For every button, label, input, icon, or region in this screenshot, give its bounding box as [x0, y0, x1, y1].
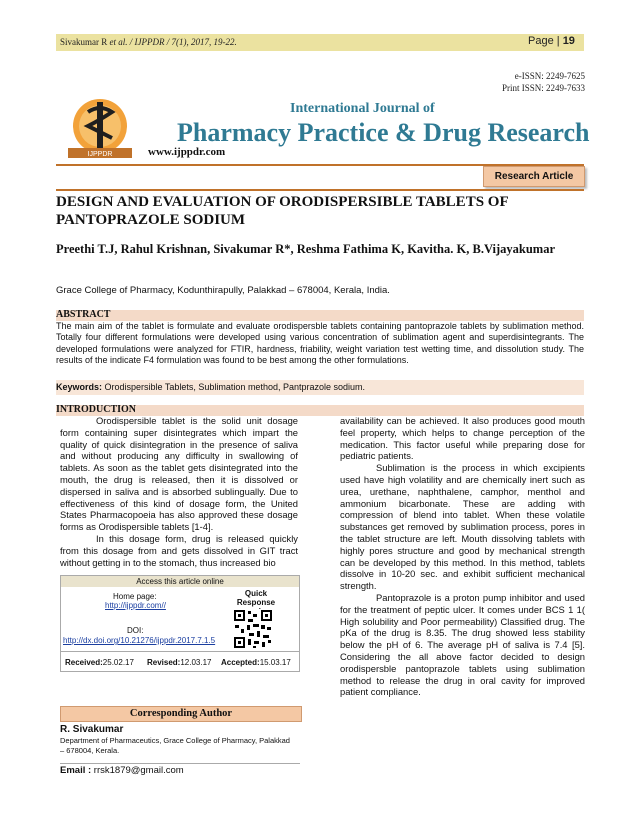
article-title: DESIGN AND EVALUATION OF ORODISPERSIBLE TABLETS OF PANTOPRAZOLE SODIUM [56, 194, 509, 228]
e-issn: e-ISSN: 2249-7625 [514, 71, 585, 81]
article-type-badge: Research Article [483, 166, 585, 187]
doi-label: DOI: [127, 626, 144, 635]
abstract-heading: ABSTRACT [56, 309, 111, 320]
corresponding-heading: Corresponding Author [60, 706, 302, 722]
home-page-link[interactable]: http://ijppdr.com// [105, 601, 166, 610]
accepted-date: Accepted:15.03.17 [221, 658, 291, 667]
qr-code-icon[interactable] [233, 609, 273, 649]
issn-block [502, 70, 585, 94]
running-header-citation: Sivakumar R et al. / IJPPDR / 7(1), 2017, 19-22. [60, 37, 237, 47]
journal-name-prefix: International Journal of [290, 101, 435, 116]
abstract-bar [56, 310, 584, 321]
corresponding-email[interactable]: Email : rrsk1879@gmail.com [60, 765, 184, 776]
qr-label: Quick Response [236, 589, 276, 607]
authors: Preethi T.J, Rahul Krishnan, Sivakumar R*, Reshma Fathima K, Kavitha. K, B.Vijayakumar [56, 242, 556, 256]
print-issn: Print ISSN: 2249-7633 [501, 83, 585, 93]
revised-date: Revised:12.03.17 [147, 658, 212, 667]
corresponding-author-box [60, 706, 300, 776]
abstract-text: The main aim of the tablet is formulate and evaluate orodispersble tablets containing pantoprazole tablets by sublimation method. Totally four different formulations were developed using various concentration of sublimation agent and superdisintegrants. The developed formulations were analyzed for FTIR, hardness, friability, weight variation test wetting time, and dissolution study. The results of the indicate F4 formulation was found to be best among the other formulations. [56, 321, 584, 365]
keywords: Keywords: Orodispersible Tablets, Sublimation method, Pantprazole sodium. [56, 380, 584, 395]
journal-name: Pharmacy Practice & Drug Research [177, 118, 590, 147]
doi-link[interactable]: http://dx.doi.org/10.21276/ijppdr.2017.7.1.5 [63, 636, 216, 645]
corresponding-divider [60, 763, 300, 764]
intro-heading: INTRODUCTION [56, 404, 137, 415]
access-online-box [60, 575, 300, 672]
intro-left-column: Orodispersible tablet is the solid unit dosage form containing super disintegrates which impart the quality of quick disintegration in the presence of saliva and without producing any difficulty in swallowing of tablets. As soon as the tablet gets disintegrated into the mouth, the drug is released, then it is dissolved or dispersed in saliva and is absorbed sublingually. Due to effectiveness of this kind of dosage form, the United States Pharmacopoeia has also approved these dosage forms as Orodispersible tablets [1-4]. In this dosage form, drug is released quickly from this dosage from and gets dissolved in GIT tract without getting in to the stomach, thus increased bio [60, 415, 298, 568]
corresponding-name: R. Sivakumar [60, 724, 124, 735]
page-number: Page | 19 [528, 35, 575, 47]
intro-right-column: availability can be achieved. It also produces good mouth feel property, which helps to change perception of the medication. This factor useful while preparing dose for pediatric patients. Sublimation is the process in which excipients used have high volatility and are chemically inert such as urea, urethane, naphthalene, camphor, menthol and ammonium bicarbonate. These are adding with compression of blend into tablet. When these volatile substances get removed by sublimation process, pores in the tablet structure are left. Mouth dissolving tablets with highly pores structure and good by mechanical strength can be developed by this method. In this method, tablets dissolve in 10-20 sec. and exhibit sufficient mechanical strength. Pantoprazole is a proton pump inhibitor and used for the treatment of peptic ulcer. It comes under BCS 1 1( High solubility and Poor permeability) Classified drug. The pKa of the drug is 8.35. The drug showed less stability below the pH of 6. The average pH of saliva is 7.4 [5]. Considering the all above factor decided to design orodispersble pantoprazole tablets using sublimation method to release the drug in oral cavity for improved patient compliance. [340, 415, 585, 698]
journal-url[interactable]: www.ijppdr.com [148, 146, 226, 158]
header-rule-2 [56, 189, 584, 191]
access-divider [61, 651, 299, 652]
home-page-label: Home page: [113, 592, 157, 601]
received-date: Received:25.02.17 [65, 658, 134, 667]
access-heading: Access this article online [61, 576, 299, 587]
journal-logo [60, 96, 140, 166]
corresponding-dept: Department of Pharmaceutics, Grace College of Pharmacy, Palakkad – 678004, Kerala. [60, 736, 290, 755]
affiliation: Grace College of Pharmacy, Kodunthirapully, Palakkad – 678004, Kerala, India. [56, 285, 390, 296]
logo-text: IJPPDR [87, 151, 113, 158]
